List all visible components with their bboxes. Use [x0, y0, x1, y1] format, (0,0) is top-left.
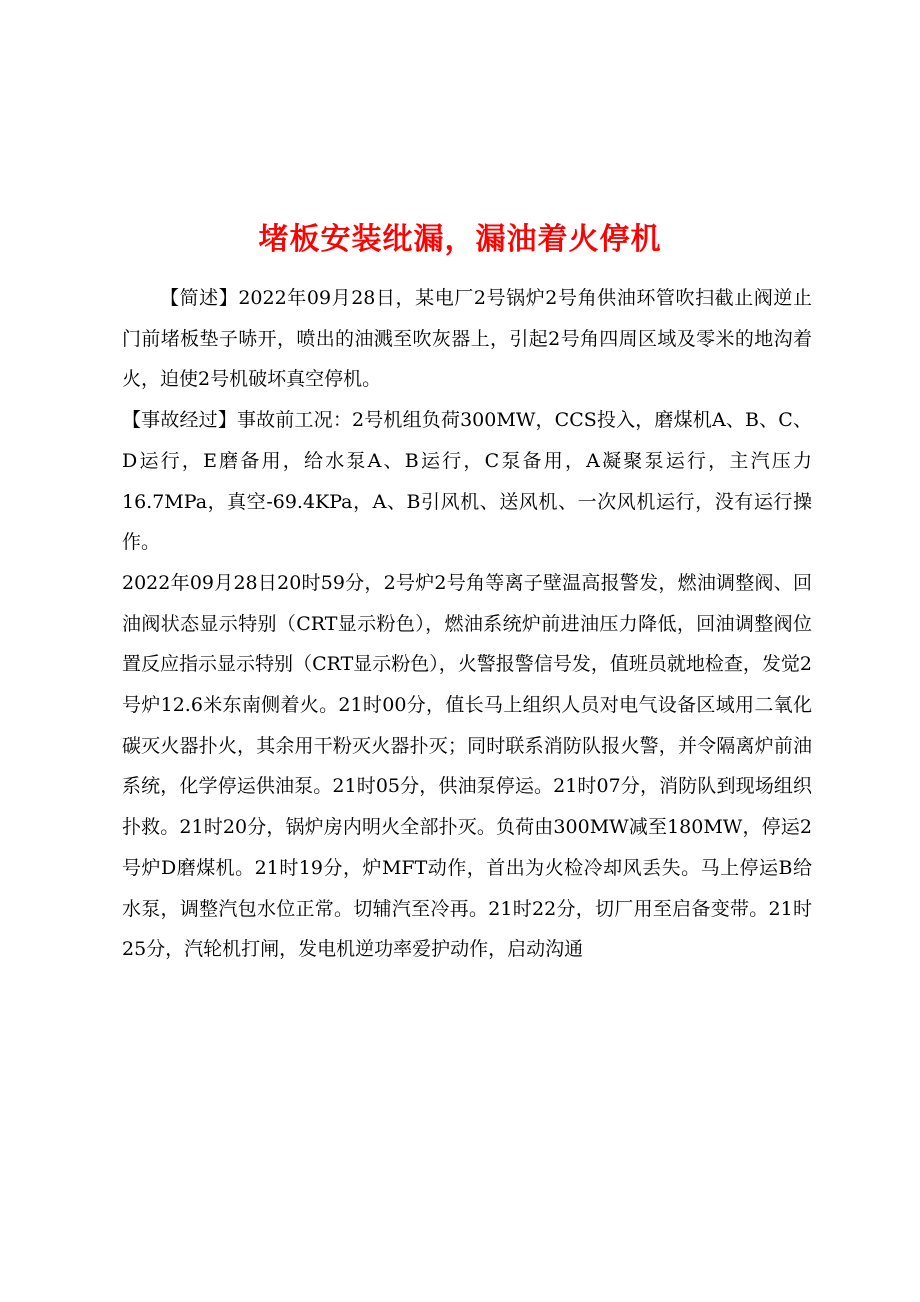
paragraph-incident-timeline: 2022年09月28日20时59分，2号炉2号角等离子壁温高报警发，燃油调整阀、回油阀状态显示特别（CRT显示粉色），燃油系统炉前进油压力降低，回油调整阀位置反应指示显示特别（CRT显示粉色），火警报警信号发，值班员就地检查，发觉2号炉12.6米东南侧着火。21时00分，值长马上组织人员对电气设备区域用二氧化碳灭火器扑火，其余用干粉灭火器扑灭；同时联系消防队报火警，并令隔离炉前油系统，化学停运供油泵。21时05分，供油泵停运。21时07分，消防队到现场组织扑救。21时20分，锅炉房内明火全部扑灭。负荷由300MW减至180MW，停运2号炉D磨煤机。21时19分，炉MFT动作，首出为火检冷却风丢失。马上停运B给水泵，调整汽包水位正常。切辅汽至冷再。21时22分，切厂用至启备变带。21时25分，汽轮机打闸，发电机逆功率爱护动作，启动沟通 — [122, 571, 812, 961]
document-body — [122, 278, 812, 970]
paragraph-incident-conditions: 【事故经过】事故前工况：2号机组负荷300MW，CCS投入，磨煤机A、B、C、D运行，E磨备用，给水泵A、B运行，C泵备用，A凝聚泵运行，主汽压力16.7MPa，真空-69.4KPa，A、B引风机、送风机、一次风机运行，没有运行操作。 — [122, 409, 812, 554]
paragraph-summary: 【简述】2022年09月28日，某电厂2号锅炉2号角供油环管吹扫截止阀逆止门前堵板垫子哧开，喷出的油溅至吹灰器上，引起2号角四周区域及零米的地沟着火，迫使2号机破坏真空停机。 — [122, 287, 812, 391]
document-title: 堵板安装纰漏，漏油着火停机 — [258, 222, 662, 258]
